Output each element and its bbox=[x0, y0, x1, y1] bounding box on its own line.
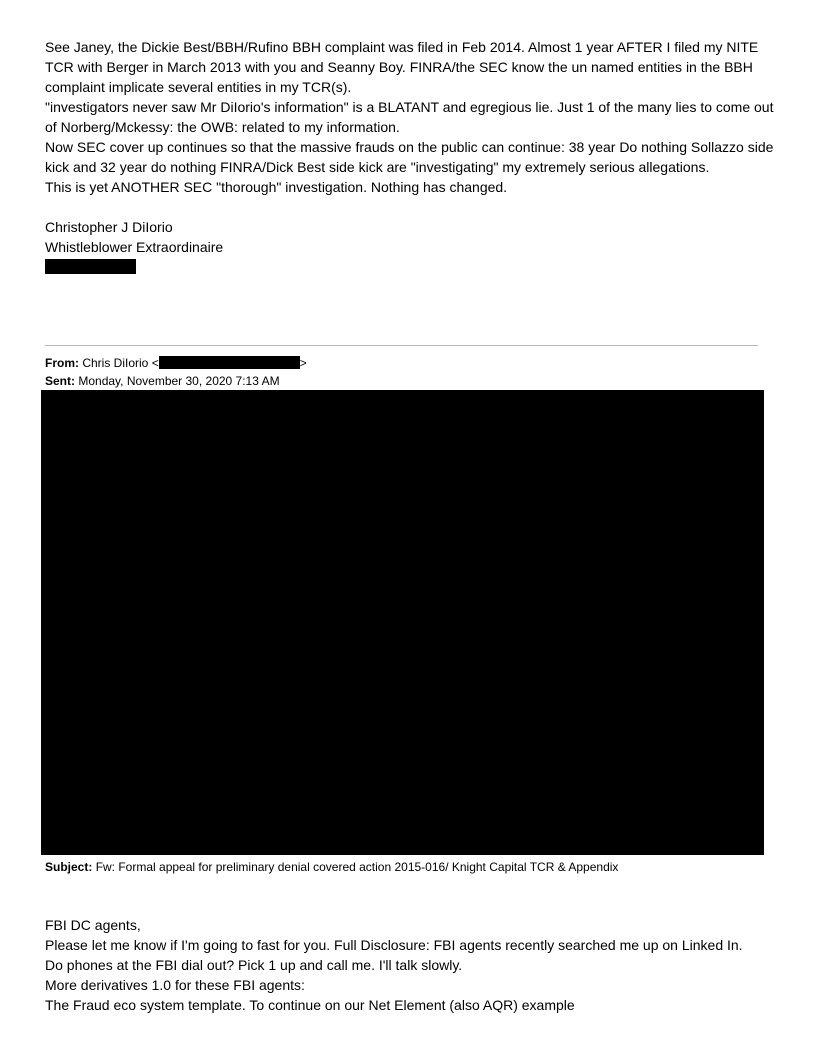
body2-line-4: More derivatives 1.0 for these FBI agents: bbox=[45, 977, 305, 993]
sent-value: Monday, November 30, 2020 7:13 AM bbox=[78, 374, 280, 388]
body-paragraph-2: "investigators never saw Mr DiIorio's information" is a BLATANT and egregious lie. Just 1 of the many lies to come out of Norberg/Mckessy: the OWB: related to my information. bbox=[45, 99, 774, 135]
sent-line bbox=[45, 373, 280, 389]
subject-label: Subject: bbox=[45, 860, 93, 874]
from-close: > bbox=[299, 356, 307, 370]
body-paragraph-3: Now SEC cover up continues so that the massive frauds on the public can continue: 38 year Do nothing Sollazzo side kick and 32 year do nothing FINRA/Dick Best side kick are "investigating" my extremely serious allegations. bbox=[45, 139, 774, 175]
from-label: From: bbox=[45, 356, 79, 370]
from-line bbox=[45, 355, 307, 371]
body2-line-3: Do phones at the FBI dial out? Pick 1 up and call me. I'll talk slowly. bbox=[45, 957, 463, 973]
signature-title: Whistleblower Extraordinaire bbox=[45, 239, 224, 255]
subject-value: Fw: Formal appeal for preliminary denial covered action 2015-016/ Knight Capital TCR & Appendix bbox=[95, 860, 619, 874]
from-value: Chris DiIorio < bbox=[82, 356, 159, 370]
header-separator bbox=[45, 345, 758, 346]
body2-line-5: The Fraud eco system template. To continue on our Net Element (also AQR) example bbox=[45, 997, 575, 1013]
body2-line-1: FBI DC agents, bbox=[45, 917, 141, 933]
recipients-redaction-block bbox=[41, 390, 764, 855]
sent-label: Sent: bbox=[45, 374, 75, 388]
signature-redaction bbox=[45, 259, 136, 274]
subject-line bbox=[45, 859, 618, 875]
body2-line-2: Please let me know if I'm going to fast for you. Full Disclosure: FBI agents recently searched me up on Linked In. bbox=[45, 937, 743, 953]
signature-name: Christopher J DiIorio bbox=[45, 219, 173, 235]
body-paragraph-1: See Janey, the Dickie Best/BBH/Rufino BBH complaint was filed in Feb 2014. Almost 1 year AFTER I filed my NITE TCR with Berger in March 2013 with you and Seanny Boy. FINRA/the SEC know the un named entities in the BBH complaint implicate several entities in my TCR(s). bbox=[45, 39, 759, 95]
body-paragraph-4: This is yet ANOTHER SEC "thorough" investigation. Nothing has changed. bbox=[45, 179, 508, 195]
from-email-redaction bbox=[159, 356, 300, 369]
